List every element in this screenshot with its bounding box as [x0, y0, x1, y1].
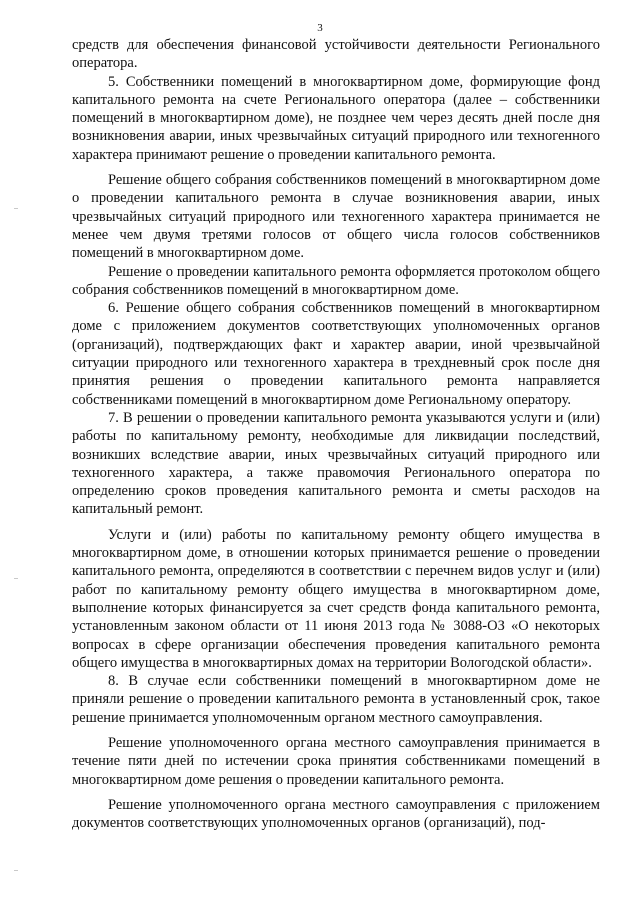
page-number: 3 — [317, 22, 323, 34]
document-body — [72, 36, 600, 832]
paragraph-item-5: 5. Собственники помещений в многоквартирном доме, формирующие фонд капитального ремонта на счете Регионального оператора (далее – собственники помещений в многоквартирном доме), не позднее чем через десять дней после дня возникновения аварии, иных чрезвычайных ситуаций природного или техногенного характера принимают решение о проведении капитального ремонта. — [72, 73, 600, 163]
paragraph-authority-decision-term: Решение уполномоченного органа местного самоуправления принимается в течение пяти дней по истечении срока принятия собственниками помещений в многоквартирном доме решения о проведении капитального ремонта. — [72, 734, 600, 788]
paragraph-item-8: 8. В случае если собственники помещений в многоквартирном доме не приняли решение о проведении капитального ремонта в установленный срок, такое решение принимается уполномоченным органом местного самоуправления. — [72, 673, 600, 726]
paragraph-services-list: Услуги и (или) работы по капитальному ремонту общего имущества в многоквартирном доме, в отношении которых принимается решение о проведении капитального ремонта, определяются в соответствии с перечнем видов услуг и (или) работ по капитальному ремонту общего имущества в многоквартирном доме, выполнение которых финансируется за счет средств фонда капитального ремонта, установленным законом области от 11 июня 2013 года № 3088-ОЗ «О некоторых вопросах в сфере организации обеспечения проведения капитального ремонта общего имущества в многоквартирных домах на территории Вологодской области». — [72, 526, 600, 671]
paragraph-continuation: средств для обеспечения финансовой устойчивости деятельности Регионального оператора. — [72, 37, 600, 72]
paragraph-item-6: 6. Решение общего собрания собственников помещений в многоквартирном доме с приложением документов соответствующих уполномоченных органов (организаций), подтверждающих факт и характер аварии, иной чрезвычайной ситуации природного или техногенного характера в трехдневный срок после дня принятия решения о проведении капитального ремонта направляется собственниками помещений в многоквартирном доме Региональному оператору. — [72, 300, 600, 408]
paragraph-authority-decision-docs: Решение уполномоченного органа местного самоуправления с приложением документов соответствующих уполномоченных органов (организаций), под- — [72, 796, 600, 832]
margin-mark — [14, 208, 18, 209]
paragraph-item-7: 7. В решении о проведении капитального ремонта указываются услуги и (или) работы по капитальному ремонту, необходимые для ликвидации последствий, возникших вследствие аварии, иных чрезвычайных ситуаций природного или техногенного характера, а также правомочия Регионального оператора по определению сроков проведения капитального ремонта и сметы расходов на капитальный ремонт. — [72, 409, 600, 518]
paragraph-meeting-decision: Решение общего собрания собственников помещений в многоквартирном доме о проведении капитального ремонта в случае возникновения аварии, иных чрезвычайных ситуаций природного или техногенного характера принимается не менее чем двумя третями голосов от общего числа голосов собственников помещений в многоквартирном доме. — [72, 172, 600, 262]
margin-mark — [14, 578, 18, 579]
margin-mark — [14, 870, 18, 871]
paragraph-protocol: Решение о проведении капитального ремонта оформляется протоколом общего собрания собственников помещений в многоквартирном доме. — [72, 263, 600, 298]
